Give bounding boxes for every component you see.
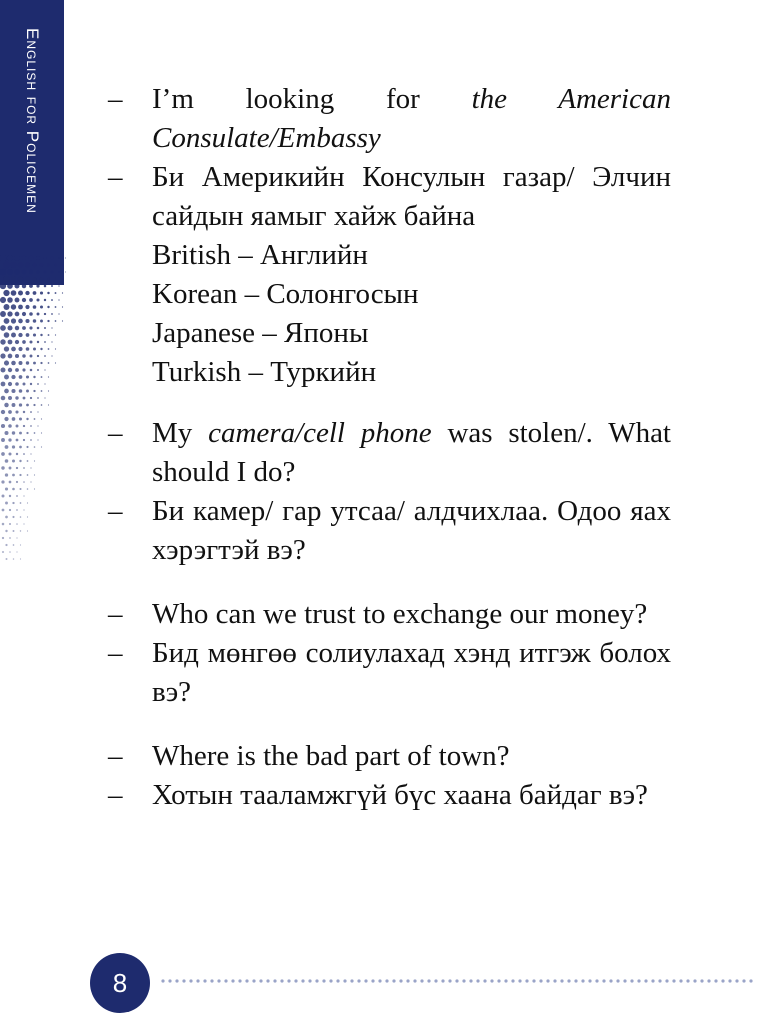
phrase-english-exchange — [108, 595, 671, 634]
phrase-mongolian-stolen — [108, 492, 671, 570]
page-number-badge — [90, 953, 150, 1013]
phrase-text: Би камер/ гар утсаа/ алдчихлаа. Одоо яах хэрэгтэй вэ? — [152, 495, 671, 566]
phrase-english-stolen — [108, 414, 671, 492]
bullet-dash: – — [108, 598, 123, 630]
phrase-italic-text: camera/cell phone — [208, 417, 432, 449]
phrase-mongolian-consulate — [108, 158, 671, 236]
page-number: 8 — [112, 967, 128, 998]
phrase-english-bad-part — [108, 737, 671, 776]
nationality-variant: Turkish – Туркийн — [152, 356, 377, 388]
phrase-text: Where is the bad part of town? — [152, 740, 510, 772]
phrase-text: My — [152, 417, 209, 449]
bullet-dash: – — [108, 637, 123, 669]
sidebar-title: English for Policemen — [23, 28, 42, 214]
bullet-dash: – — [108, 161, 123, 193]
bullet-dash: – — [108, 495, 123, 527]
phrase-text: I’m looking for — [152, 83, 472, 115]
nationality-variant: Korean – Солонгосын — [152, 278, 419, 310]
phrase-italic-text: the American Consulate/Embassy — [152, 83, 671, 154]
bullet-dash: – — [108, 417, 123, 449]
bullet-dash: – — [108, 83, 123, 115]
phrase-mongolian-exchange — [108, 634, 671, 712]
nationality-variant: Japanese – Японы — [152, 317, 369, 349]
nationality-variant: British – Английн — [152, 239, 368, 271]
phrase-text: was stolen/. What should I do? — [152, 417, 671, 488]
phrase-list — [108, 80, 671, 815]
footer-dotted-rule — [160, 975, 760, 987]
phrase-text: Бид мөнгөө солиулахад хэнд итгэж болох вэ? — [152, 637, 671, 708]
halftone-dots-decoration — [0, 255, 66, 565]
phrase-text: Who can we trust to exchange our money? — [152, 598, 648, 630]
phrase-mongolian-bad-part — [108, 776, 671, 815]
phrase-text: Би Америкийн Консулын газар/ Элчин сайдын яамыг хайж байна — [152, 161, 671, 232]
bullet-dash: – — [108, 779, 123, 811]
phrase-english-consulate — [108, 80, 671, 158]
phrase-text: Хотын тааламжгүй бүс хаана байдаг вэ? — [152, 779, 648, 811]
bullet-dash: – — [108, 740, 123, 772]
